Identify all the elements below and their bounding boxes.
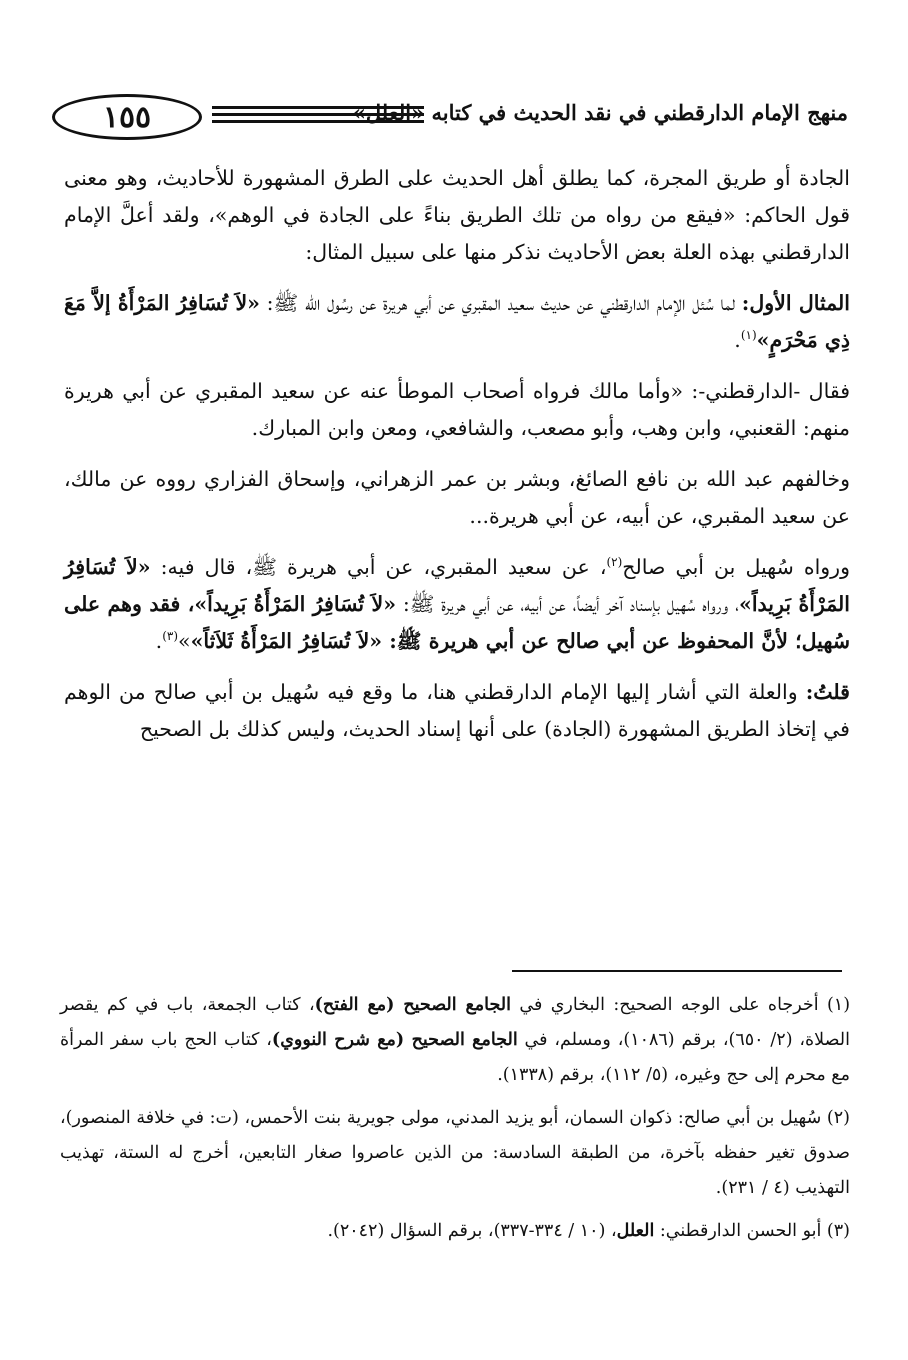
hadith-quote: «لاَ تُسَافِرُ المَرْأَةُ إلاَّ مَعَ ذِي مَحْرَمٍ» (64, 291, 850, 352)
example-text: لما سُئل الإمام الدارقطني عن حديث سعيد المقبري عن أبي هريرة عن رسُول الله ﷺ: (259, 291, 742, 315)
main-text (64, 160, 850, 762)
suhayl-text: ، ورواه سُهيل بإسناد آخر أيضاً، عن أبيه، عن أبي هريرة ﷺ: (396, 592, 740, 616)
suhayl-text: ، عن سعيد المقبري، عن أبي هريرة ﷺ، قال فيه: (150, 555, 607, 579)
period: . (734, 328, 741, 352)
paragraph-daraqutni-says: فقال -الدارقطني-: «وأما مالك فرواه أصحاب الموطأ عنه عن سعيد المقبري عن أبي هريرة منهم: القعنبي، وابن وهب، وأبو مصعب، والشافعي، ومعن وابن المبارك. (64, 379, 850, 440)
running-title: منهج الإمام الدارقطني في نقد الحديث في كتابه «العلل» (352, 100, 848, 125)
period: . (155, 629, 163, 653)
footnote-text: (٣) أبو الحسن الدارقطني: (654, 1221, 850, 1241)
page-header (40, 84, 848, 150)
hadith-quote: «لاَ تُسَافِرُ المَرْأَةُ بَرِيداً» (64, 555, 851, 616)
closing-quote: » (178, 629, 191, 653)
footnote-1 (60, 988, 850, 1093)
paragraph-suhayl (64, 549, 850, 660)
book-title: العلل (616, 1221, 655, 1241)
paragraph-conclusion (64, 674, 850, 748)
paragraph-disagreement: وخالفهم عبد الله بن نافع الصائغ، وبشر بن عمر الزهراني، وإسحاق الفزاري رووه عن مالك، عن سعيد المقبري، عن أبيه، عن أبي هريرة... (64, 467, 850, 528)
suhayl-text: ورواه سُهيل بن أبي صالح (622, 555, 850, 579)
page-number: ١٥٥ (52, 94, 202, 140)
footnote-2: (٢) سُهيل بن أبي صالح: ذكوان السمان، أبو يزيد المدني، مولى جويرية بنت الأحمس، (ت: في خلافة المنصور)، صدوق تغير حفظه بآخرة، من الطبقة السادسة: من الذين عاصروا صغار التابعين، أخرج له الستة، تهذيب التهذيب (٤ / ٢٣١). (60, 1108, 850, 1198)
paragraph-intro: الجادة أو طريق المجرة، كما يطلق أهل الحديث على الطرق المشهورة للأحاديث، وهو معنى قول الحاكم: «فيقع من رواه من تلك الطريق بناءً على الجادة في الوهم»، ولقد أعلَّ الإمام الدارقطني بهذه العلة بعض الأحاديث نذكر منها على سبيل المثال: (64, 166, 850, 264)
footnotes (60, 988, 850, 1257)
book-title: الجامع الصحيح (مع شرح النووي) (271, 1030, 518, 1050)
paragraph-example-one (64, 285, 850, 359)
footnote-text: (١) أخرجاه على الوجه الصحيح: البخاري في (511, 995, 851, 1015)
footnote-text: ، كتاب الجمعة، باب في كم يقصر الصلاة، (٢/ ٦٥٠)، برقم (١٠٨٦)، ومسلم، في (60, 995, 850, 1050)
footnote-text: ، كتاب الحج باب سفر المرأة مع محرم إلى حج وغيره، (٥/ ١١٢)، برقم (١٣٣٨). (60, 1030, 850, 1085)
book-title: الجامع الصحيح (مع الفتح) (314, 995, 511, 1015)
footnote-3 (60, 1214, 850, 1249)
footnote-ref-3[interactable]: (٣) (162, 629, 179, 644)
conclusion-label: قلتُ: (805, 680, 850, 704)
footnote-ref-1[interactable]: (١) (740, 328, 757, 343)
example-label: المثال الأول: (741, 291, 850, 315)
footnote-text: ، (١٠ / ٣٣٤-٣٣٧)، برقم السؤال (٢٠٤٢). (327, 1221, 617, 1241)
conclusion-text: والعلة التي أشار إليها الإمام الدارقطني هنا، ما وقع فيه سُهيل بن أبي صالح من الوهم في إتخاذ الطريق المشهورة (الجادة) على أنها إسناد الحديث، وليس كذلك بل الصحيح (64, 680, 850, 741)
footnote-ref-2[interactable]: (٢) (606, 555, 623, 570)
footnote-separator (512, 970, 842, 972)
hadith-quote: «لاَ تُسَافِرُ المَرْأَةُ بَرِيداً»، فقد وهم على سُهيل؛ لأنَّ المحفوظ عن أبي صالح عن أبي هريرة ﷺ: «لاَ تُسَافِرُ المَرْأَةُ ثَلاَثاً» (64, 592, 850, 653)
